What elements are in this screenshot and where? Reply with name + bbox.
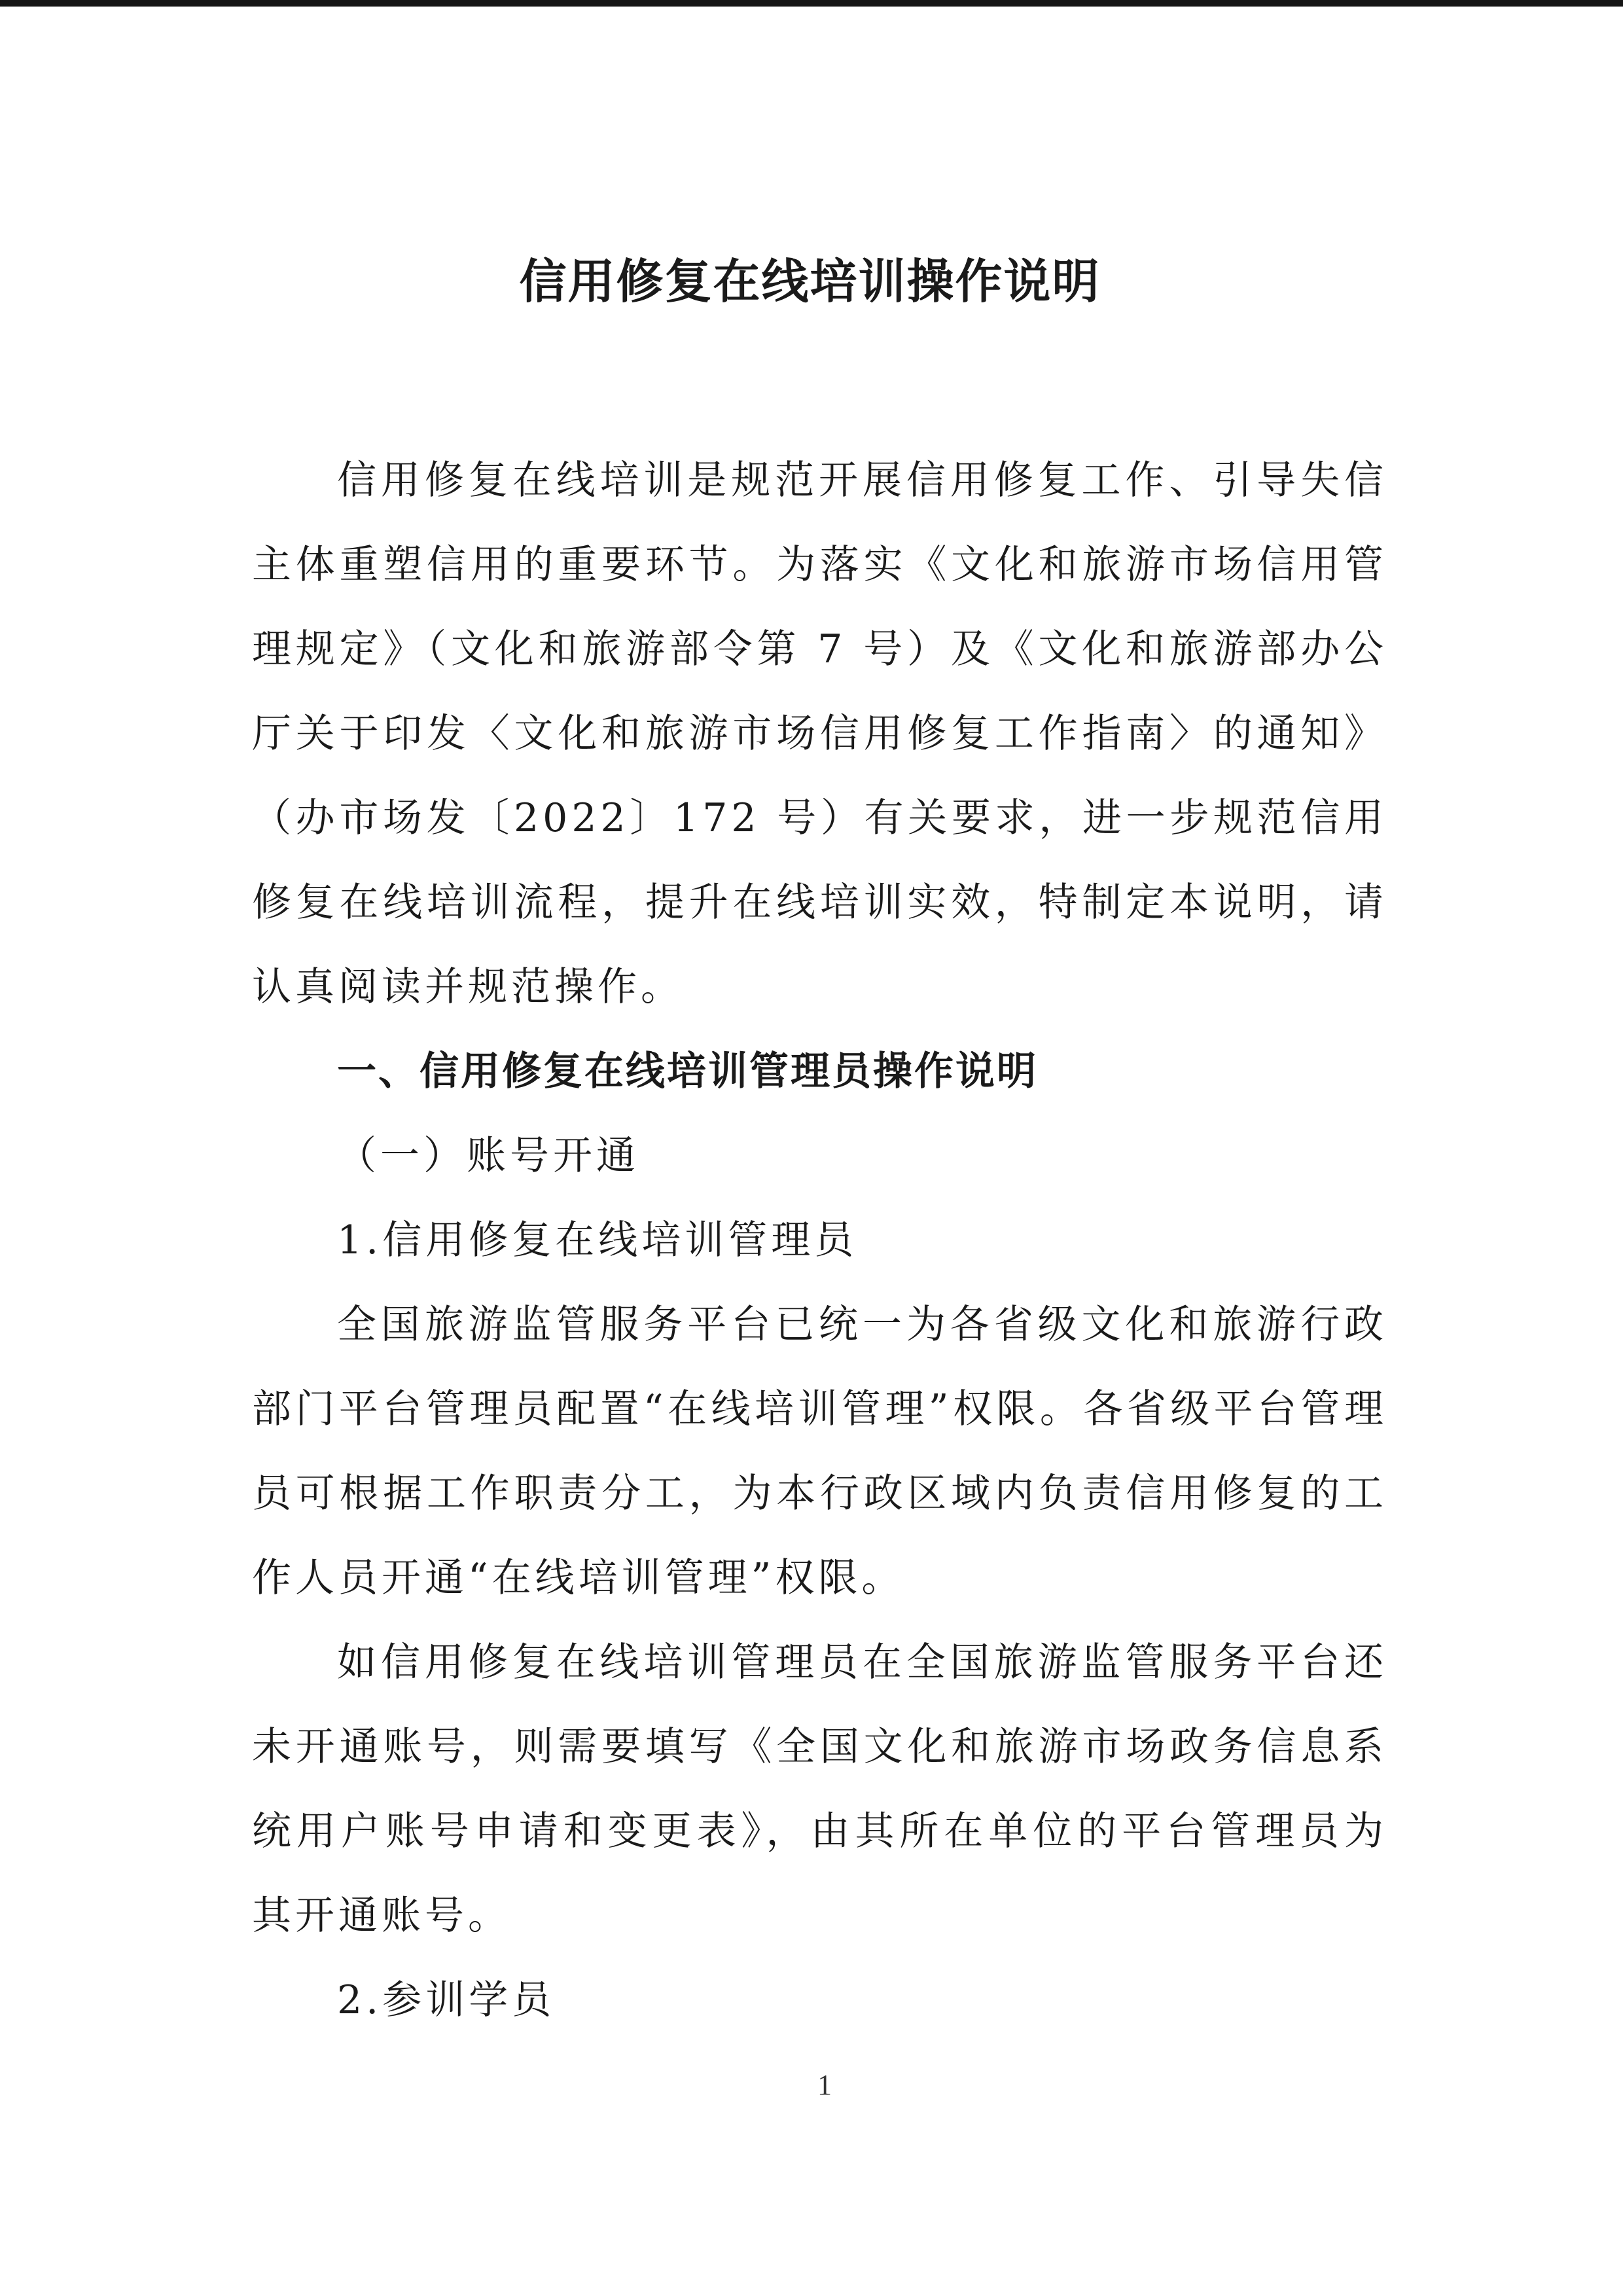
section-heading-1: 一、信用修复在线培训管理员操作说明 <box>337 1049 1038 1094</box>
page-number: 1 <box>817 2069 832 2101</box>
document-page <box>252 249 1387 2043</box>
admin-paragraph-2: 如信用修复在线培训管理员在全国旅游监管服务平台还未开通账号，则需要填写《全国文化和旅游市场政务信息系统用户账号申请和变更表》，由其所在单位的平台管理员为其开通账号。 <box>252 1640 1387 1939</box>
scan-top-edge <box>0 0 1623 7</box>
document-title: 信用修复在线培训操作说明 <box>519 254 1101 309</box>
item-heading-trainees: 2.参训学员 <box>337 1977 556 2023</box>
item-heading-training-admin: 1.信用修复在线培训管理员 <box>337 1217 858 1263</box>
admin-paragraph-1: 全国旅游监管服务平台已统一为各省级文化和旅游行政部门平台管理员配置“在线培训管理”权限。各省级平台管理员可根据工作职责分工，为本行政区域内负责信用修复的工作人员开通“在线培训管理”权限。 <box>252 1302 1387 1601</box>
subsection-heading-account-opening: （一）账号开通 <box>337 1133 639 1179</box>
intro-paragraph: 信用修复在线培训是规范开展信用修复工作、引导失信主体重塑信用的重要环节。为落实《文化和旅游市场信用管理规定》（文化和旅游部令第 7 号）及《文化和旅游部办公厅关于印发〈文化和旅游市场信用修复工作指南〉的通知》（办市场发〔2022〕172 号）有关要求，进一步规范信用修复在线培训流程，提升在线培训实效，特制定本说明，请认真阅读并规范操作。 <box>252 457 1387 1010</box>
